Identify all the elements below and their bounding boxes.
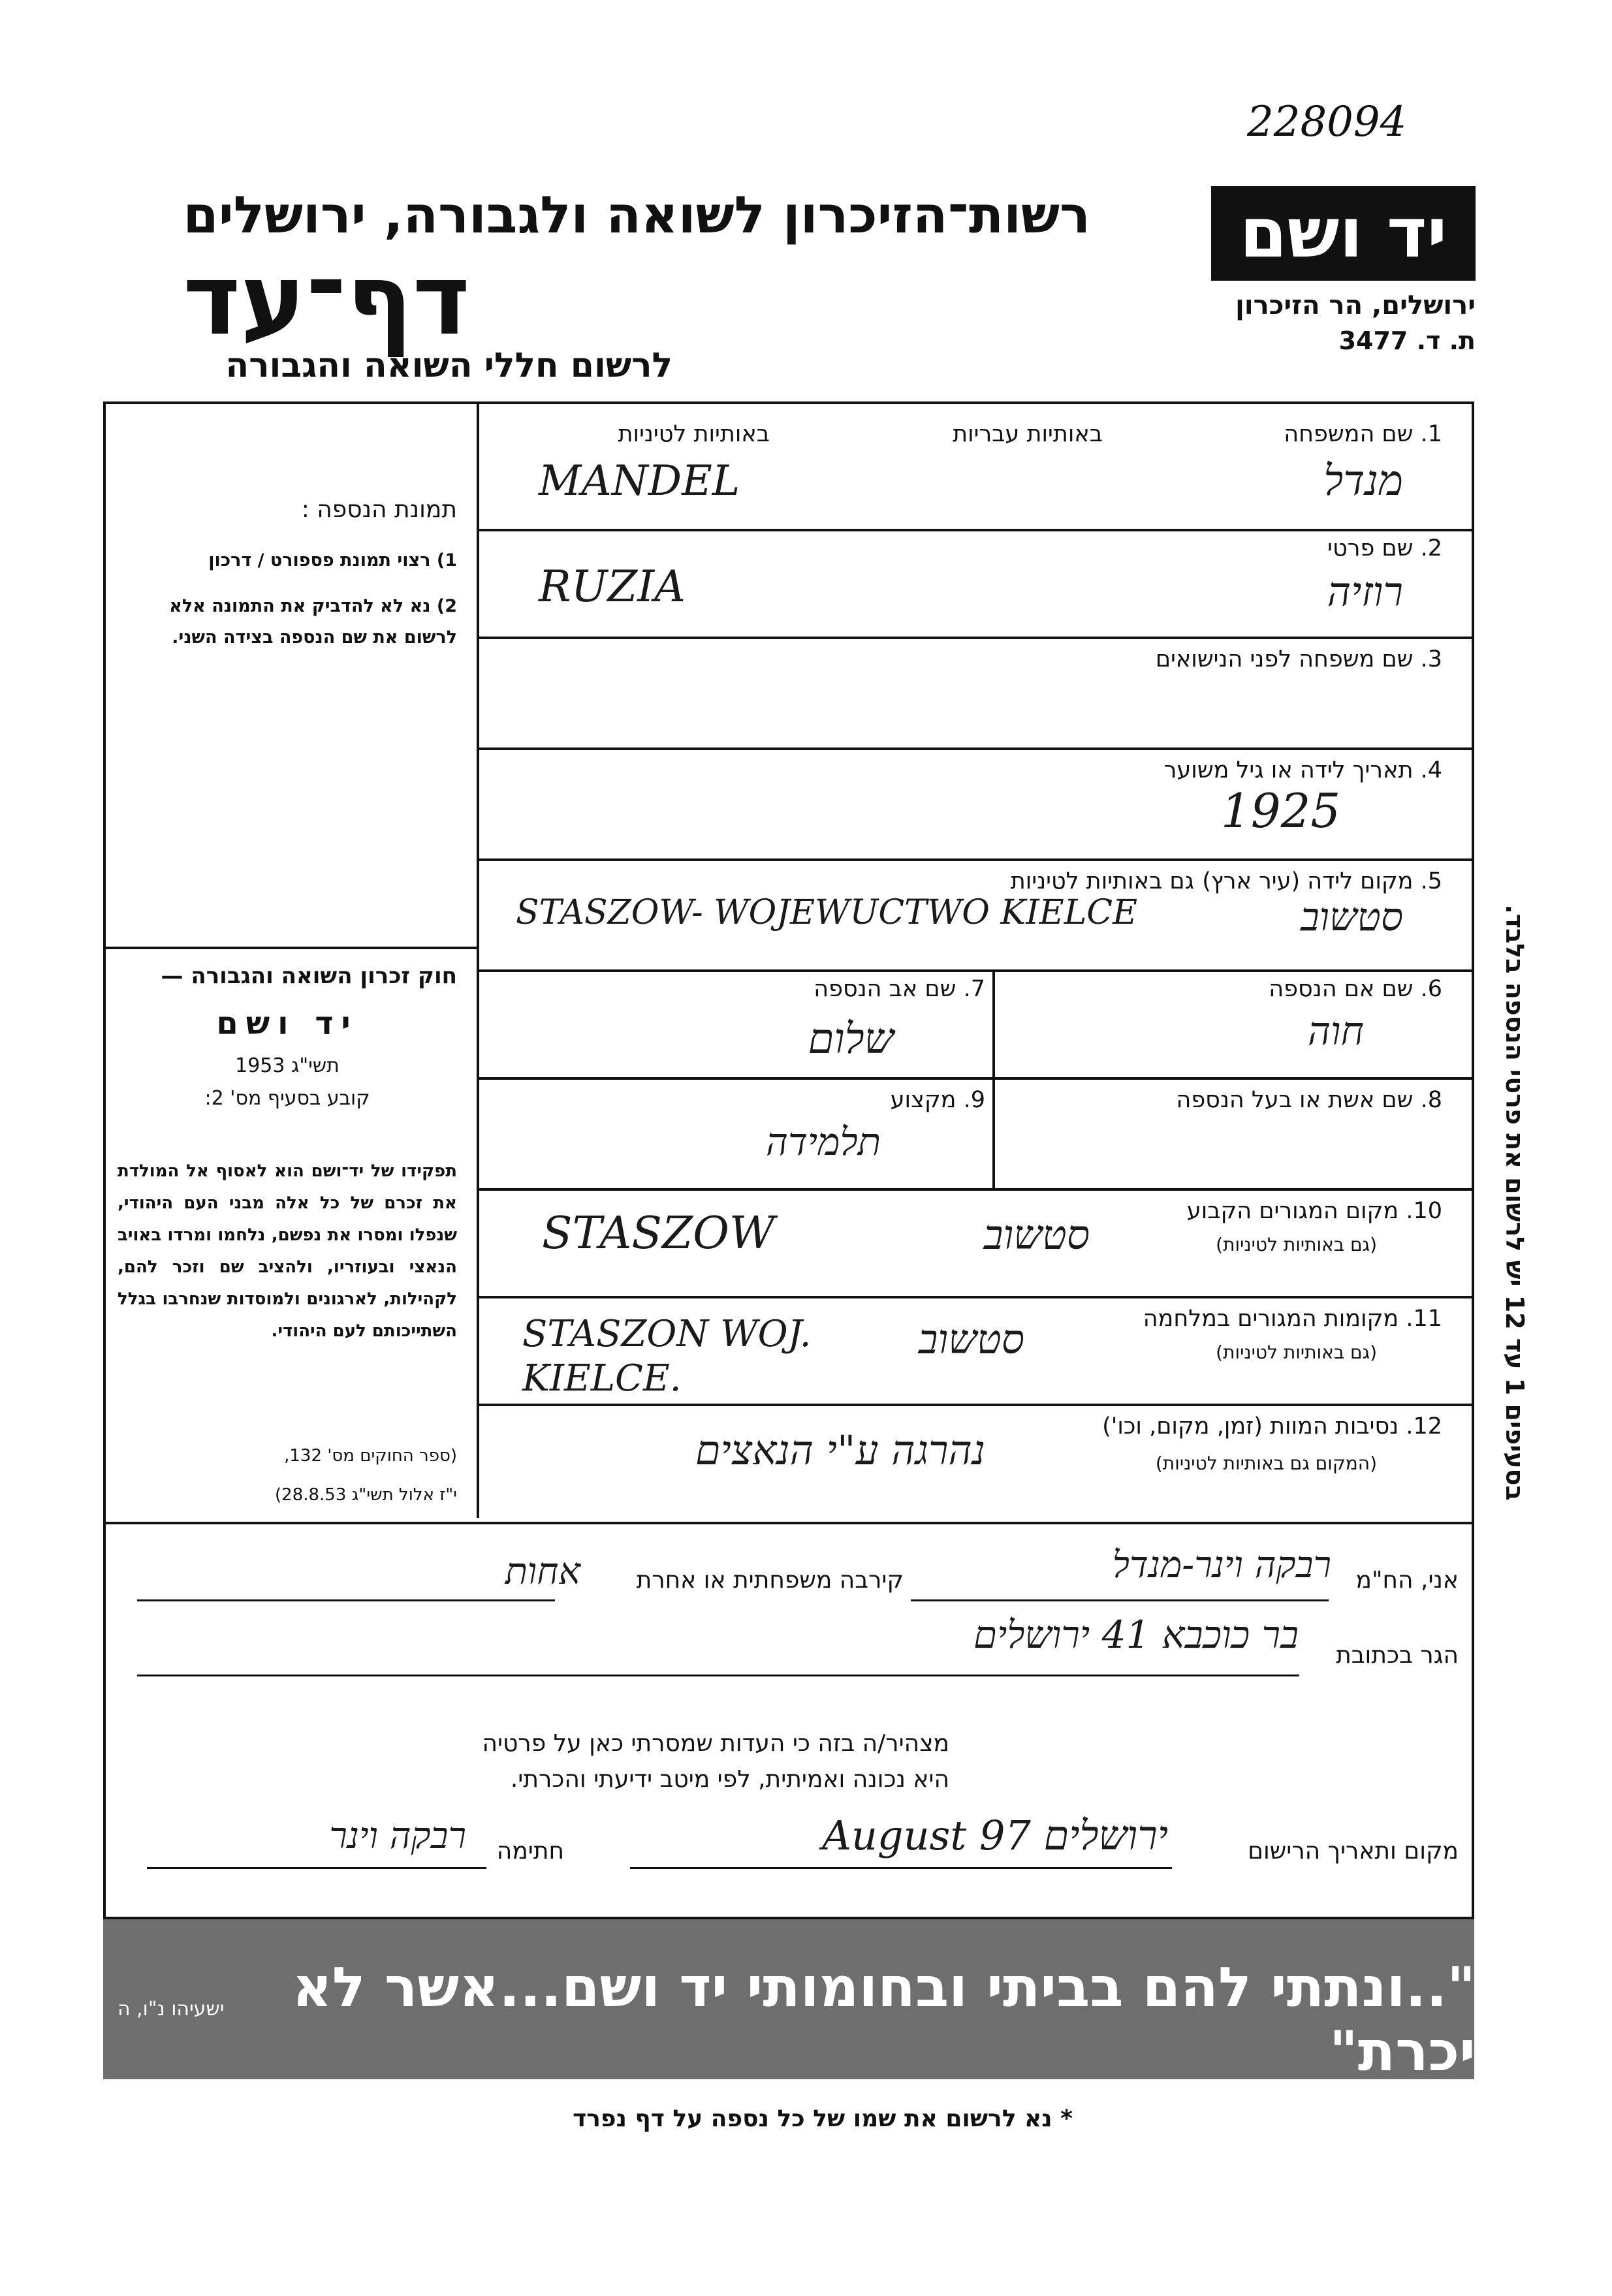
law-body: תפקידו של יד־ושם הוא לאסוף אל המולדת את זכרם של כל אלה מבני העם היהודי, שנפלו ומסרו את נפשם, נלחמו ומרדו באויב הנאצי ובעוזריו, ולהציב שם וזכר להם, לקהילות, לארגונים ולמוסדות שנחרבו בגלל השתייכותם לעם היהודי. (118, 1161, 457, 1341)
row-divider (477, 1077, 1474, 1080)
field-12-label: 12. נסיבות המוות (זמן, מקום, וכו') (1102, 1413, 1442, 1439)
column-divider (992, 969, 995, 1188)
law-year: תשי"ג 1953 (235, 1054, 340, 1077)
row-divider (477, 1296, 1474, 1298)
law-name: יד ושם (216, 1005, 358, 1042)
relation-value[interactable]: אחות (505, 1550, 580, 1593)
field-1-value-hebrew[interactable]: מנדל (1323, 457, 1403, 505)
row-divider (477, 637, 1474, 639)
field-1-hebrew-col: באותיות עבריות (953, 421, 1103, 447)
law-section: קובע בסעיף מס' 2: (204, 1087, 370, 1110)
logo-pobox: ת. ד. 3477 (1338, 326, 1476, 355)
document-number: 228094 (1247, 98, 1407, 146)
banner-source: ישעיהו נ"ו, ה (118, 1998, 225, 2021)
row-divider (477, 1188, 1474, 1191)
signature-underline (147, 1867, 486, 1869)
yad-vashem-logo: יד ושם (1211, 186, 1476, 281)
field-10-sub: (גם באותיות לטיניות) (1216, 1234, 1377, 1255)
law-ref-2: י"ז אלול תשי"ג 28.8.53) (275, 1485, 457, 1505)
field-11-sub: (גם באותיות לטיניות) (1216, 1342, 1377, 1363)
banner-quote: "..ונתתי להם בביתי ובחומותי יד ושם...אשר לא יכרת" (292, 1955, 1476, 2083)
field-6-value[interactable]: חוה (1307, 1009, 1364, 1054)
address-value[interactable]: בר כוכבא 41 ירושלים (973, 1612, 1299, 1657)
declarant-name[interactable]: רבקה וינר-מנדל (1112, 1544, 1331, 1586)
place-date-value[interactable]: ירושלים August 97 (822, 1812, 1168, 1859)
declarant-underline (911, 1599, 1329, 1601)
statement-line-1: מצהיר/ה בזה כי העדות שמסרתי כאן על פרטיה (482, 1730, 949, 1757)
field-10-value-hebrew[interactable]: סטשוב (983, 1211, 1090, 1259)
row-divider (477, 1404, 1474, 1406)
field-8-label: 8. שם אשת או בעל הנספה (1176, 1087, 1442, 1113)
row-divider (477, 858, 1474, 861)
field-10-label: 10. מקום המגורים הקבוע (1186, 1198, 1442, 1224)
page-title: דף־עד (183, 244, 470, 357)
relation-underline (137, 1599, 555, 1601)
field-6-label: 6. שם אם הנספה (1269, 976, 1442, 1002)
relation-label: קירבה משפחתית או אחרת (636, 1567, 904, 1594)
logo-address: ירושלים, הר הזיכרון (1235, 291, 1476, 321)
field-12-value[interactable]: נהרגה ע"י הנאצים (695, 1426, 985, 1474)
field-11-value-latin[interactable]: STASZON WOJ. KIELCE. (522, 1313, 812, 1400)
declarant-label: אני, הח"מ (1355, 1567, 1459, 1594)
field-3-label: 3. שם משפחה לפני הנישואים (1155, 646, 1442, 672)
law-title: חוק זכרון השואה והגבורה — (161, 963, 457, 989)
field-9-label: 9. מקצוע (890, 1087, 985, 1113)
left-panel-divider (103, 947, 479, 949)
statement-line-2: היא נכונה ואמיתית, לפי מיטב ידיעתי והכרתי. (510, 1766, 949, 1793)
law-ref-1: (ספר החוקים מס' 132, (284, 1446, 457, 1466)
side-note-text: בסעיפים 1 עד 12 יש לרשום את פרטי הנספה בלבד. (1500, 904, 1529, 1501)
field-5-value-hebrew[interactable]: סטשוב (1300, 894, 1403, 940)
address-label: הגר בכתובת (1336, 1642, 1459, 1669)
page-subtitle: לרשום חללי השואה והגבורה (225, 346, 672, 385)
field-5-label: 5. מקום לידה (עיר ארץ) (1202, 868, 1442, 894)
signature-value[interactable]: רבקה וינר (329, 1815, 466, 1857)
photo-note-2: 2) נא לא להדביק את התמונה אלא לרשום את שם הנספה בצידה השני. (169, 596, 457, 648)
side-note (1495, 783, 1528, 1632)
field-5-value-latin[interactable]: STASZOW- WOJEWUCTWO KIELCE (516, 893, 1138, 932)
field-7-value[interactable]: שלום (808, 1015, 894, 1063)
photo-title: תמונת הנספה : (301, 496, 457, 523)
row-divider (477, 747, 1474, 750)
field-10-value-latin[interactable]: STASZOW (542, 1208, 775, 1259)
field-4-label: 4. תאריך לידה או גיל משוער (1163, 757, 1442, 783)
field-2-value-hebrew[interactable]: רוזיה (1327, 568, 1403, 616)
field-4-value[interactable]: 1925 (1221, 783, 1341, 838)
field-1-latin-col: באותיות לטיניות (618, 421, 770, 447)
field-1-value-latin[interactable]: MANDEL (539, 457, 740, 505)
field-2-label: 2. שם פרטי (1327, 535, 1442, 561)
authority-title: רשות־הזיכרון לשואה ולגבורה, ירושלים (183, 186, 1090, 245)
field-2-value-latin[interactable]: RUZIA (539, 561, 686, 612)
signature-label: חתימה (496, 1838, 564, 1864)
row-divider (477, 529, 1474, 531)
field-9-value[interactable]: תלמידה (765, 1120, 881, 1164)
field-12-sub: (המקום גם באותיות לטיניות) (1155, 1453, 1377, 1474)
footnote: * נא לרשום את שמו של כל נספה על דף נפרד (573, 2105, 1073, 2132)
field-5-latin-note: גם באותיות לטיניות (1010, 868, 1194, 894)
field-1-label: 1. שם המשפחה (1284, 421, 1442, 447)
field-7-label: 7. שם אב הנספה (814, 976, 985, 1002)
photo-note-1: 1) רצוי תמונת פספורט / דרכון (208, 550, 457, 571)
address-underline (137, 1675, 1299, 1676)
field-11-value-hebrew[interactable]: סטשוב (918, 1315, 1024, 1363)
field-11-label: 11. מקומות המגורים במלחמה (1143, 1306, 1442, 1332)
place-date-label: מקום ותאריך הרישום (1248, 1838, 1459, 1864)
row-divider (477, 969, 1474, 972)
place-date-underline (630, 1867, 1172, 1869)
